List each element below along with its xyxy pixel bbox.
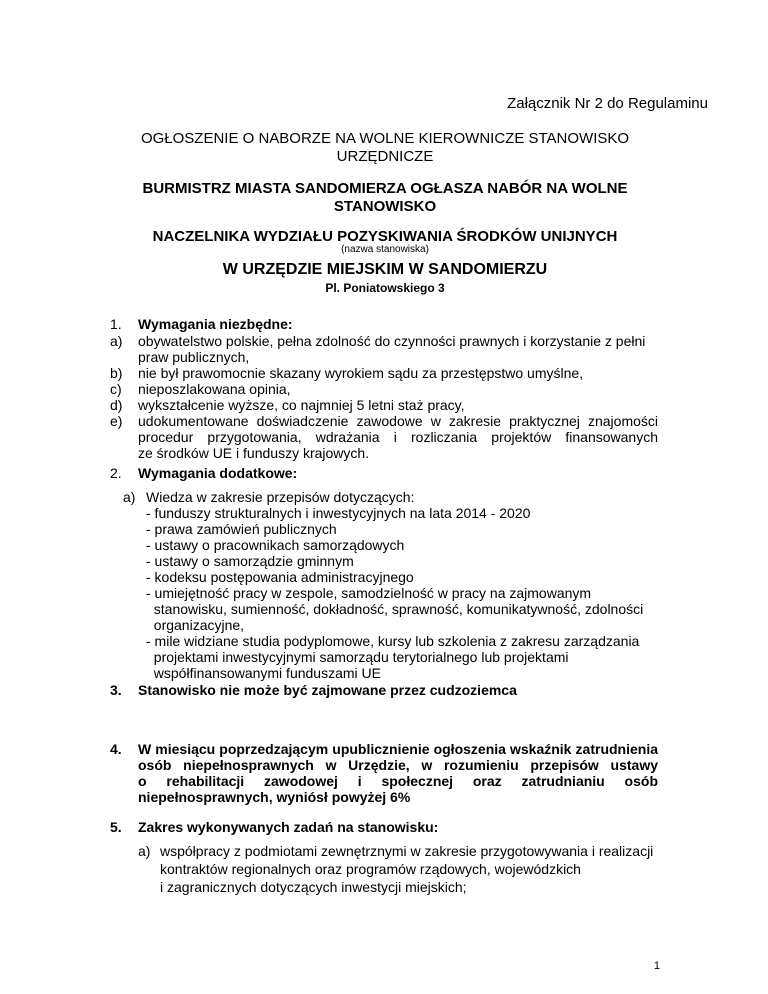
item-line: i zagranicznych dotyczących inwestycji miejskich; (160, 879, 467, 895)
item-line: współpracy z podmiotami zewnętrznymi w zakresie przygotowywania i realizacji (160, 843, 654, 859)
section-2-intro: Wiedza w zakresie przepisów dotyczących: (146, 489, 415, 505)
section-4-number: 4. (110, 741, 122, 757)
section-3-title: Stanowisko nie może być zajmowane przez cudzoziemca (138, 682, 517, 698)
item-line: obywatelstwo polskie, pełna zdolność do czynności prawnych i korzystanie z pełni (138, 333, 646, 349)
position-name: NACZELNIKA WYDZIAŁU POZYSKIWANIA ŚRODKÓW UNIJNYCH (152, 228, 618, 245)
item-line: praw publicznych, (138, 349, 250, 365)
announcement-subtitle (100, 180, 670, 216)
section-4-line: o rehabilitacji zawodowej i społecznej oraz zatrudnianiu osób (138, 773, 658, 789)
item-line: - prawa zamówień publicznych (146, 521, 337, 537)
item-line: kontraktów regionalnych oraz programów rządowych, wojewódzkich (160, 861, 581, 877)
section-4-line: niepełnosprawnych, wyniósł powyżej 6% (138, 789, 411, 805)
announcement-title (100, 130, 670, 166)
section-1-title: Wymagania niezbędne: (138, 316, 293, 332)
announcement-subtitle-line-2: STANOWISKO (333, 198, 437, 215)
item-marker: d) (110, 397, 123, 413)
section-5-number: 5. (110, 819, 122, 835)
item-marker: a) (110, 333, 123, 349)
position-caption: (nazwa stanowiska) (341, 244, 429, 255)
item-line: - umiejętność pracy w zespole, samodzielność w pracy na zajmowanym (146, 585, 592, 601)
item-line: - ustawy o samorządzie gminnym (146, 553, 354, 569)
item-line: organizacyjne, (146, 617, 245, 633)
office-address: Pl. Poniatowskiego 3 (325, 281, 445, 295)
announcement-title-line-1: OGŁOSZENIE O NABORZE NA WOLNE KIEROWNICZE STANOWISKO (140, 130, 630, 147)
item-line: nieposzlakowana opinia, (138, 381, 291, 397)
item-line: - ustawy o pracownikach samorządowych (146, 537, 405, 553)
section-4-line: W miesiącu poprzedzającym upublicznienie ogłoszenia wskaźnik zatrudnienia (138, 741, 658, 757)
item-line: nie był prawomocnie skazany wyrokiem sądu za przestępstwo umyślne, (138, 365, 584, 381)
item-line: - mile widziane studia podyplomowe, kursy lub szkolenia z zakresu zarządzania (146, 633, 640, 649)
announcement-title-line-2: URZĘDNICZE (336, 148, 434, 165)
section-2-number: 2. (110, 465, 122, 481)
item-line: wykształcenie wyższe, co najmniej 5 letni staż pracy, (138, 397, 465, 413)
item-marker: c) (110, 381, 122, 397)
item-line: procedur przygotowania, wdrażania i rozliczania projektów finansowanych (138, 429, 658, 445)
page-number: 1 (653, 960, 660, 972)
item-line: ze środków UE i funduszy krajowych. (138, 445, 370, 461)
item-line: udokumentowane doświadczenie zawodowe w zakresie praktycznej znajomości (138, 413, 658, 429)
item-line: współfinansowanymi funduszami UE (146, 665, 381, 681)
section-5-title: Zakres wykonywanych zadań na stanowisku: (138, 819, 439, 835)
section-3-number: 3. (110, 682, 122, 698)
section-1-number: 1. (110, 316, 122, 332)
item-line: stanowisku, sumienność, dokładność, sprawność, komunikatywność, zdolności (146, 601, 644, 617)
item-line: - kodeksu postępowania administracyjnego (146, 569, 414, 585)
item-line: projektami inwestycyjnymi samorządu terytorialnego lub projektami (146, 649, 569, 665)
section-2-title: Wymagania dodatkowe: (138, 465, 298, 481)
item-line: - funduszy strukturalnych i inwestycyjnych na lata 2014 - 2020 (146, 505, 531, 521)
item-marker: a) (138, 843, 151, 859)
item-marker: b) (110, 365, 123, 381)
office-name: W URZĘDZIE MIEJSKIM W SANDOMIERZU (222, 261, 548, 278)
item-marker: a) (123, 489, 136, 505)
section-4-line: osób niepełnosprawnych w Urzędzie, w rozumieniu przepisów ustawy (138, 757, 658, 773)
annex-label: Załącznik Nr 2 do Regulaminu (507, 95, 708, 112)
announcement-subtitle-line-1: BURMISTRZ MIASTA SANDOMIERZA OGŁASZA NABÓR NA WOLNE (142, 180, 628, 197)
item-marker: e) (110, 413, 123, 429)
